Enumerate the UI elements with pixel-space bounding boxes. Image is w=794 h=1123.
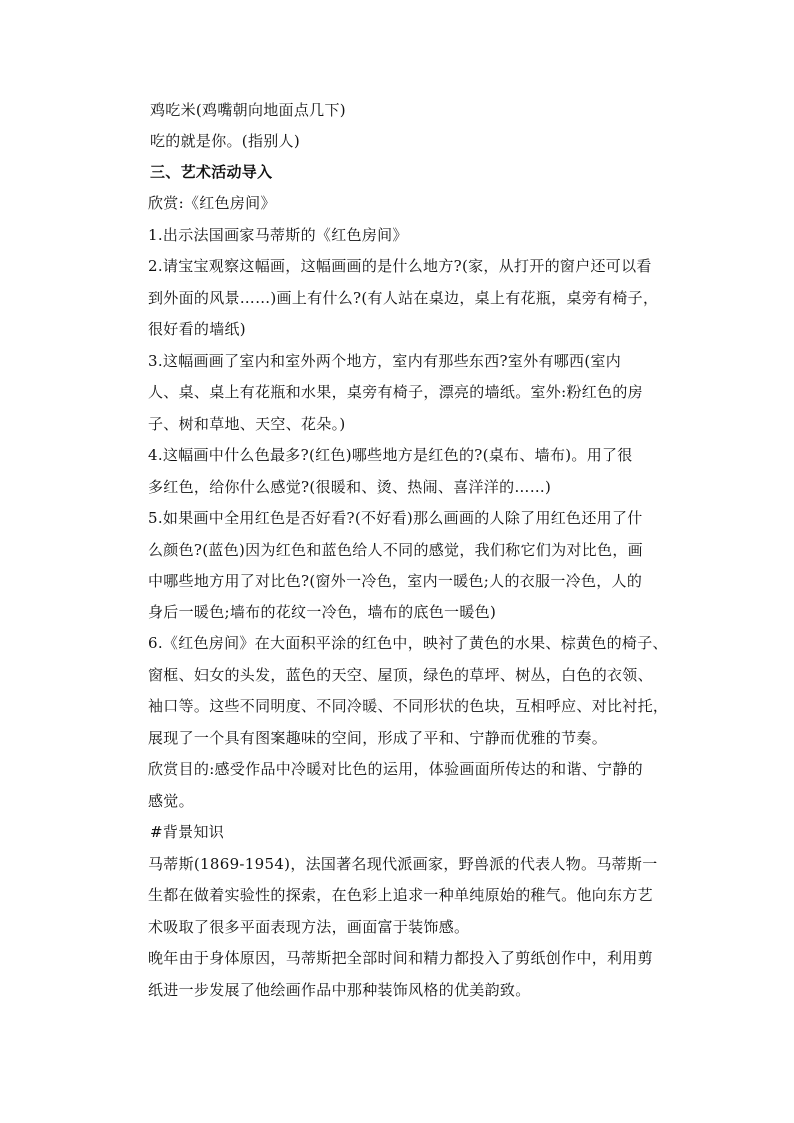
list-item: 1.出示法国画家马蒂斯的《红色房间》 [148, 226, 408, 244]
text-line: 多红色，给你什么感觉?(很暖和、烫、热闹、喜洋洋的……) [148, 478, 552, 496]
list-item: 6.《红色房间》在大面积平涂的红色中，映衬了黄色的水果、棕黄色的椅子、 [148, 634, 668, 652]
list-item: 5.如果画中全用红色是否好看?(不好看)那么画画的人除了用红色还用了什 [148, 509, 643, 527]
text-line: 袖口等。这些不同明度、不同冷暖、不同形状的色块，互相呼应、对比衬托， [148, 697, 669, 715]
text-line: 很好看的墙纸) [148, 320, 246, 338]
text-line: 子、树和草地、天空、花朵。) [148, 415, 346, 433]
text-line: 鸡吃米(鸡嘴朝向地面点几下) [150, 101, 346, 119]
text-line: 身后一暖色;墙布的花纹一冷色，墙布的底色一暖色) [148, 603, 497, 621]
text-line: 欣赏:《红色房间》 [148, 194, 276, 212]
text-line: 到外面的风景……)画上有什么?(有人站在桌边，桌上有花瓶，桌旁有椅子， [148, 289, 659, 307]
text-line: 马蒂斯(1869-1954)，法国著名现代派画家，野兽派的代表人物。马蒂斯一 [148, 855, 658, 873]
text-line: 中哪些地方用了对比色?(窗外一冷色，室内一暖色;人的衣服一冷色，人的 [148, 572, 643, 590]
section-heading: 三、艺术活动导入 [150, 163, 273, 181]
list-item: 4.这幅画中什么色最多?(红色)哪些地方是红色的?(桌布、墙布)。用了很 [148, 446, 633, 464]
list-item: 3.这幅画画了室内和室外两个地方，室内有那些东西?室外有哪西(室内 [148, 352, 622, 370]
text-line: 生都在做着实验性的探索，在色彩上追求一种单纯原始的稚气。他向东方艺 [148, 886, 653, 904]
text-line: 么颜色?(蓝色)因为红色和蓝色给人不同的感觉，我们称它们为对比色，画 [148, 541, 643, 559]
list-item: 2.请宝宝观察这幅画，这幅画画的是什么地方?(家，从打开的窗户还可以看 [148, 257, 652, 275]
text-line: 晚年由于身体原因，马蒂斯把全部时间和精力都投入了剪纸创作中，利用剪 [148, 949, 653, 967]
text-line: 人、桌、桌上有花瓶和水果，桌旁有椅子，漂亮的墙纸。室外:粉红色的房 [148, 383, 643, 401]
text-line: 术吸取了很多平面表现方法，画面富于装饰感。 [148, 918, 470, 936]
text-line: 吃的就是你。(指别人) [150, 132, 301, 150]
text-line: 窗框、妇女的头发，蓝色的天空、屋顶，绿色的草坪、树丛，白色的衣领、 [148, 666, 653, 684]
section-heading: #背景知识 [150, 823, 225, 841]
text-line: 展现了一个具有图案趣味的空间，形成了平和、宁静而优雅的节奏。 [148, 729, 608, 747]
text-line: 欣赏目的:感受作品中冷暖对比色的运用，体验画面所传达的和谐、宁静的 [148, 760, 643, 778]
text-line: 纸进一步发展了他绘画作品中那种装饰风格的优美韵致。 [148, 981, 531, 999]
text-line: 感觉。 [148, 792, 194, 810]
